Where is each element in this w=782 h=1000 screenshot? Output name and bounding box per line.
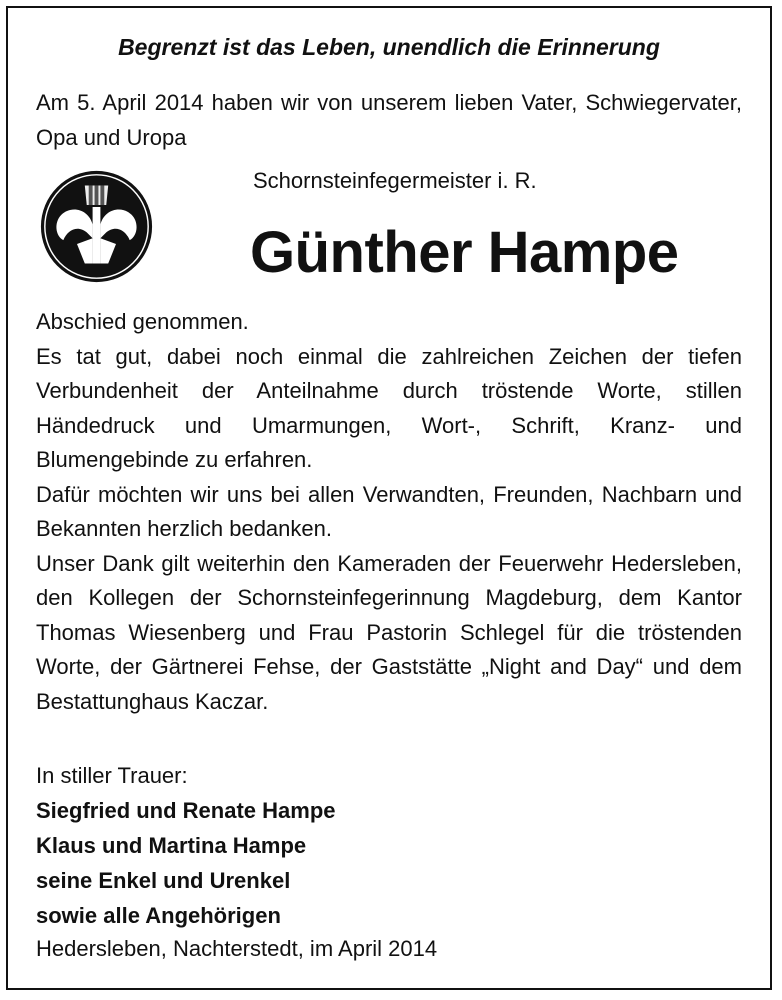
motto-heading: Begrenzt ist das Leben, unendlich die Erinnerung bbox=[118, 34, 660, 60]
paragraph: Unser Dank gilt weiterhin den Kameraden der Feuerwehr Hedersleben, den Kollegen der Schornsteinfegerinnung Magdeburg, dem Kantor Thomas Wiesenberg und Frau Pastorin Schlegel für die tröstenden Worte, der Gärtnerei Fehse, der Gaststätte „Night and Day“ und dem Bestattunghaus Kaczar. bbox=[36, 550, 742, 714]
obituary-card bbox=[6, 6, 772, 990]
mourners-block bbox=[36, 758, 336, 933]
mourner-name: Klaus und Martina Hampe bbox=[36, 833, 307, 858]
mourner-name: sowie alle Angehörigen bbox=[36, 903, 281, 928]
deceased-name: Günther Hampe bbox=[250, 220, 679, 285]
chimney-sweep-emblem-icon bbox=[38, 168, 155, 285]
place-date-line: Hedersleben, Nachterstedt, im April 2014 bbox=[36, 936, 438, 961]
deceased-title: Schornsteinfegermeister i. R. bbox=[253, 168, 537, 193]
intro-text: Am 5. April 2014 haben wir von unserem lieben Vater, Schwiegervater, Opa und Uropa bbox=[36, 90, 742, 150]
paragraph: Abschied genommen. bbox=[36, 309, 249, 334]
paragraph: Dafür möchten wir uns bei allen Verwandten, Freunden, Nachbarn und Bekannten herzlich bedanken. bbox=[36, 481, 742, 541]
mourners-label: In stiller Trauer: bbox=[36, 763, 188, 788]
body-text bbox=[36, 305, 742, 719]
mourner-name: seine Enkel und Urenkel bbox=[36, 868, 291, 893]
mourner-name: Siegfried und Renate Hampe bbox=[36, 798, 336, 823]
paragraph: Es tat gut, dabei noch einmal die zahlreichen Zeichen der tiefen Verbundenheit der Anteilnahme durch tröstende Worte, stillen Händedruck und Umarmungen, Wort-, Schrift, Kranz- und Blumengebinde zu erfahren. bbox=[36, 343, 742, 472]
